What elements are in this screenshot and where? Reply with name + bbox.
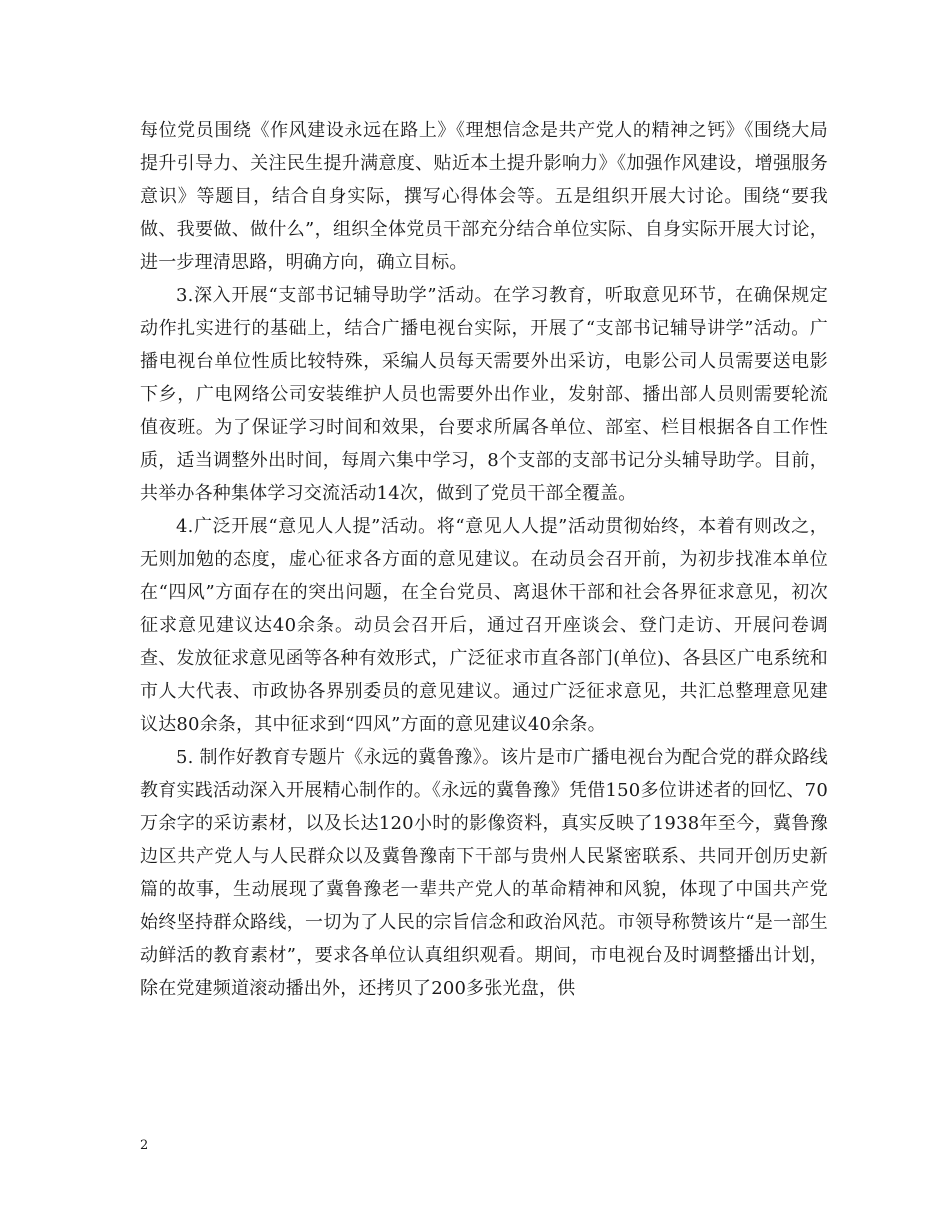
page-number: 2 [140, 1138, 149, 1153]
paragraph-item-4: 4.广泛开展“意见人人提”活动。将“意见人人提”活动贯彻始终，本着有则改之，无则加勉的态度，虚心征求各方面的意见建议。在动员会召开前，为初步找准本单位在“四风”方面存在的突出问题，在全台党员、离退休干部和社会各界征求意见，初次征求意见建议达40余条。动员会召开后，通过召开座谈会、登门走访、开展问卷调查、发放征求意见函等各种有效形式，广泛征求市直各部门(单位)、各县区广电系统和市人大代表、市政协各界别委员的意见建议。通过广泛征求意见，共汇总整理意见建议达80余条，其中征求到“四风”方面的意见建议40余条。 [140, 516, 828, 735]
paragraph-continuation: 每位党员围绕《作风建设永远在路上》《理想信念是共产党人的精神之钙》《围绕大局提升引导力、关注民生提升满意度、贴近本土提升影响力》《加强作风建设，增强服务意识》等题目，结合自身实际，撰写心得体会等。五是组织开展大讨论。围绕“要我做、我要做、做什么”，组织全体党员干部充分结合单位实际、自身实际开展大讨论，进一步理清思路，明确方向，确立目标。 [140, 120, 828, 273]
body-text [140, 114, 828, 1005]
paragraph-item-3: 3.深入开展“支部书记辅导助学”活动。在学习教育，听取意见环节，在确保规定动作扎实进行的基础上，结合广播电视台实际，开展了“支部书记辅导讲学”活动。广播电视台单位性质比较特殊，采编人员每天需要外出采访，电影公司人员需要送电影下乡，广电网络公司安装维护人员也需要外出作业，发射部、播出部人员则需要轮流值夜班。为了保证学习时间和效果，台要求所属各单位、部室、栏目根据各自工作性质，适当调整外出时间，每周六集中学习，8个支部的支部书记分头辅导助学。目前，共举办各种集体学习交流活动14次，做到了党员干部全覆盖。 [140, 285, 828, 504]
paragraph-item-5: 5. 制作好教育专题片《永远的冀鲁豫》。该片是市广播电视台为配合党的群众路线教育实践活动深入开展精心制作的。《永远的冀鲁豫》凭借150多位讲述者的回忆、70万余字的采访素材，以及长达120小时的影像资料，真实反映了1938年至今，冀鲁豫边区共产党人与人民群众以及冀鲁豫南下干部与贵州人民紧密联系、共同开创历史新篇的故事，生动展现了冀鲁豫老一辈共产党人的革命精神和风貌，体现了中国共产党始终坚持群众路线，一切为了人民的宗旨信念和政治风范。市领导称赞该片“是一部生动鲜活的教育素材”，要求各单位认真组织观看。期间，市电视台及时调整播出计划，除在党建频道滚动播出外，还拷贝了200多张光盘，供 [140, 747, 828, 999]
